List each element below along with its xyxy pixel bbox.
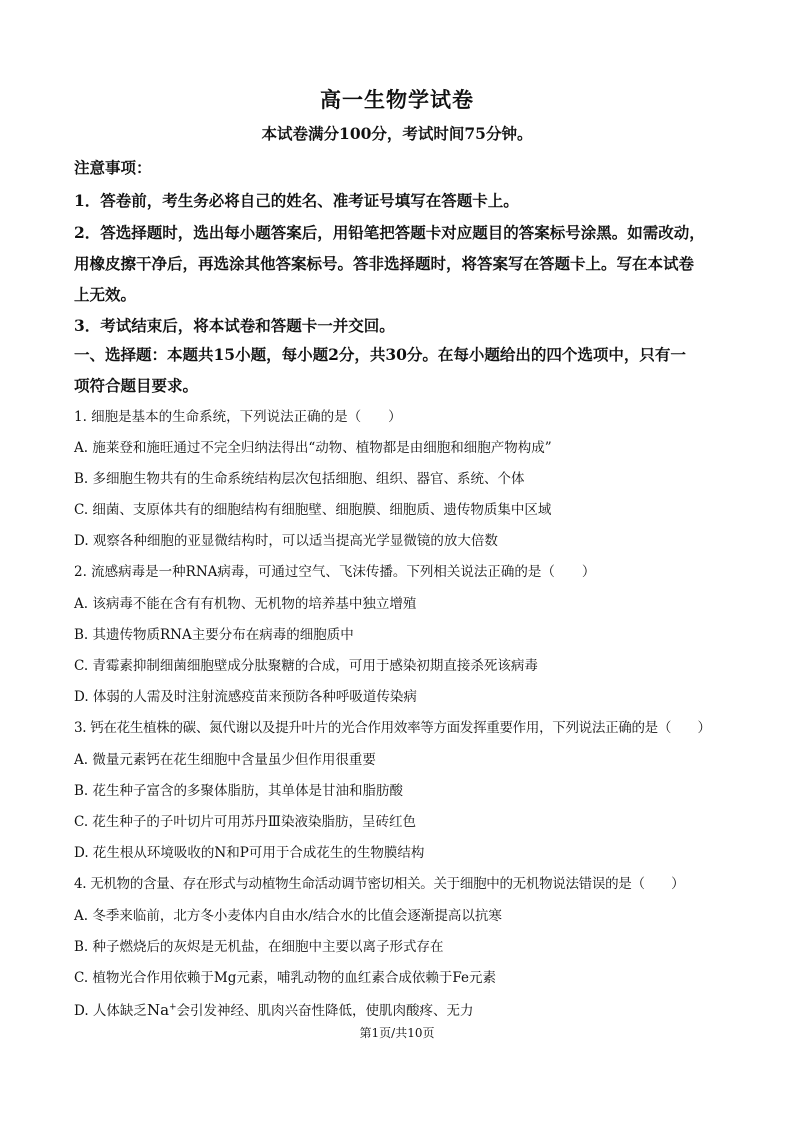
question-4-option-b: B. 种子燃烧后的灰烬是无机盐，在细胞中主要以离子形式存在 [74, 939, 444, 955]
question-2-option-b: B. 其遗传物质RNA主要分布在病毒的细胞质中 [74, 627, 354, 643]
question-1-option-d: D. 观察各种细胞的亚显微结构时，可以适当提高光学显微镜的放大倍数 [74, 533, 498, 549]
question-4-option-d [74, 999, 724, 1019]
notice-item-2-line-1: 2．答选择题时，选出每小题答案后，用铅笔把答题卡对应题目的答案标号涂黑。如需改动， [74, 223, 705, 242]
question-1-option-b: B. 多细胞生物共有的生命系统结构层次包括细胞、组织、器官、系统、个体 [74, 471, 525, 487]
question-2-option-d: D. 体弱的人需及时注射流感疫苗来预防各种呼吸道传染病 [74, 689, 417, 705]
notice-item-2-line-3: 上无效。 [74, 285, 137, 304]
question-4-option-a: A. 冬季来临前，北方冬小麦体内自由水/结合水的比值会逐渐提高以抗寒 [74, 908, 502, 924]
section-heading-line-1: 一、选择题：本题共15小题，每小题2分，共30分。在每小题给出的四个选项中，只有一 [74, 345, 686, 364]
notice-item-2-line-2: 用橡皮擦干净后，再选涂其他答案标号。答非选择题时，将答案写在答题卡上。写在本试卷 [74, 254, 695, 273]
question-4-option-d-prefix: D. 人体缺乏 [74, 1003, 147, 1019]
exam-subtitle: 本试卷满分100分，考试时间75分钟。 [261, 124, 533, 143]
page-title: 高一生物学试卷 [320, 87, 474, 112]
section-heading-line-2: 项符合题目要求。 [74, 376, 199, 395]
sodium-ion-charge: + [169, 1002, 177, 1013]
question-2-option-c: C. 青霉素抑制细菌细胞壁成分肽聚糖的合成，可用于感染初期直接杀死该病毒 [74, 658, 538, 674]
question-4-option-d-suffix: 会引发神经、肌肉兴奋性降低，使肌肉酸疼、无力 [176, 1003, 474, 1019]
question-1-stem: 1. 细胞是基本的生命系统，下列说法正确的是（ ） [74, 409, 402, 425]
question-3-option-a: A. 微量元素钙在花生细胞中含量虽少但作用很重要 [74, 752, 376, 768]
page-footer: 第1页/共10页 [359, 1026, 435, 1040]
question-3-option-c: C. 花生种子的子叶切片可用苏丹Ⅲ染液染脂肪，呈砖红色 [74, 814, 416, 830]
notice-item-3: 3．考试结束后，将本试卷和答题卡一并交回。 [74, 316, 395, 335]
question-1-option-a: A. 施莱登和施旺通过不完全归纳法得出“动物、植物都是由细胞和细胞产物构成” [74, 440, 552, 456]
question-2-option-a: A. 该病毒不能在含有有机物、无机物的培养基中独立增殖 [74, 596, 417, 612]
question-1-option-c: C. 细菌、支原体共有的细胞结构有细胞壁、细胞膜、细胞质、遗传物质集中区域 [74, 502, 552, 518]
question-3-stem: 3. 钙在花生植株的碳、氮代谢以及提升叶片的光合作用效率等方面发挥重要作用，下列说法正确的是（ ） [74, 720, 711, 736]
notice-item-1: 1．答卷前，考生务必将自己的姓名、准考证号填写在答题卡上。 [74, 191, 519, 210]
notice-heading: 注意事项： [74, 158, 152, 177]
sodium-ion-symbol: Na [146, 1001, 170, 1019]
question-2-stem: 2. 流感病毒是一种RNA病毒，可通过空气、飞沫传播。下列相关说法正确的是（ ） [74, 564, 596, 580]
question-3-option-d: D. 花生根从环境吸收的N和P可用于合成花生的生物膜结构 [74, 845, 425, 861]
question-4-option-c: C. 植物光合作用依赖于Mg元素，哺乳动物的血红素合成依赖于Fe元素 [74, 970, 497, 986]
question-4-stem: 4. 无机物的含量、存在形式与动植物生命活动调节密切相关。关于细胞中的无机物说法错误的是（ ） [74, 876, 685, 892]
question-3-option-b: B. 花生种子富含的多聚体脂肪，其单体是甘油和脂肪酸 [74, 783, 404, 799]
